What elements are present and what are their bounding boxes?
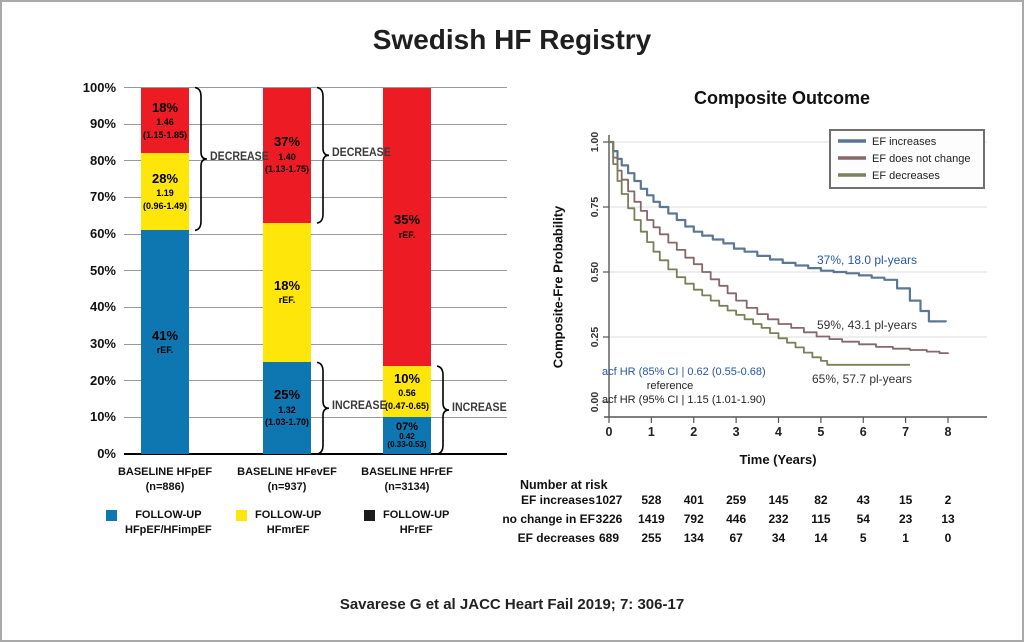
at-risk-count: 43 [856, 493, 870, 507]
segment-hr-ci-label: (1.13-1.75) [264, 164, 310, 175]
segment-hr-ci-label: (0.96-1.49) [142, 201, 188, 212]
at-risk-title: Number at risk [520, 478, 608, 492]
legend-item-hfref [364, 508, 449, 538]
km-curve-label: 65%, 57.7 pl-years [811, 372, 913, 386]
legend-label-line2: HFrEF [399, 523, 433, 536]
at-risk-count: 1 [902, 531, 909, 545]
legend-label-line2: HFmrEF [266, 523, 310, 536]
legend-label [383, 508, 449, 538]
segment-hr-ci-label: (1.03-1.70) [264, 417, 310, 428]
segment-hr-label: 1.46 [156, 116, 174, 127]
segment-hr-ci-label: (1.15-1.85) [142, 129, 188, 140]
legend-item-hfmref [236, 508, 321, 538]
segment-pct-label: 18% [273, 278, 301, 294]
decrease-label: DECREASE [332, 147, 391, 160]
at-risk-count: 0 [944, 531, 952, 545]
at-risk-count: 23 [898, 512, 913, 526]
stacked-bar-chart [62, 80, 527, 585]
citation: Savarese G et al JACC Heart Fail 2019; 7: 306-17 [339, 596, 685, 613]
segment-hr-label: 1.32 [278, 404, 296, 415]
at-risk-count: 134 [683, 531, 704, 545]
segment-hr-label: rEF. [156, 344, 174, 355]
at-risk-count: 15 [898, 493, 913, 507]
km-x-tick-label: 7 [902, 425, 910, 439]
at-risk-count: 792 [683, 512, 704, 526]
km-chart-title: Composite Outcome [693, 88, 871, 108]
segment-hr-label: 1.19 [156, 188, 174, 199]
at-risk-row-label: EF increases [520, 493, 595, 507]
at-risk-count: 528 [641, 493, 662, 507]
km-y-tick-label: 0.75 [589, 196, 601, 218]
y-tick-label: 50% [89, 262, 116, 278]
at-risk-count: 3226 [595, 512, 623, 526]
segment-pct-label: 10% [393, 370, 421, 386]
km-x-tick-label: 1 [647, 425, 655, 439]
km-x-tick-label: 6 [859, 425, 867, 439]
decrease-label: DECREASE [210, 150, 269, 163]
km-y-tick-label: 0.00 [589, 391, 601, 413]
at-risk-count: 115 [811, 512, 831, 526]
segment-pct-label: 18% [151, 99, 179, 115]
at-risk-count: 1419 [638, 512, 665, 526]
km-annotation: reference [646, 380, 694, 392]
km-x-tick-label: 3 [732, 425, 740, 439]
legend-label [125, 508, 212, 538]
brace [317, 88, 329, 224]
km-legend-label: EF decreases [872, 170, 940, 182]
segment-pct-label: 25% [273, 387, 301, 403]
km-x-tick-label: 2 [690, 425, 698, 439]
y-tick-label: 90% [89, 116, 116, 132]
at-risk-count: 401 [683, 493, 704, 507]
at-risk-count: 13 [941, 512, 955, 526]
segment-hr-ci-label: (0.33-0.53) [387, 440, 427, 450]
segment-hr-ci-label: (0.47-0.65) [384, 400, 430, 411]
at-risk-row-label: no change in EF [502, 512, 595, 526]
km-x-tick-label: 8 [944, 425, 952, 439]
increase-label: INCREASE [452, 402, 507, 415]
bar-category-line2: (n=937) [267, 480, 307, 493]
y-tick-label: 60% [89, 226, 116, 242]
km-x-tick-label: 4 [775, 425, 782, 439]
y-tick-label: 10% [89, 409, 116, 425]
at-risk-count: 689 [598, 531, 620, 545]
at-risk-count: 255 [641, 531, 662, 545]
legend-label [255, 508, 321, 538]
brace [317, 362, 329, 454]
km-y-tick-label: 0.25 [589, 326, 601, 348]
bar-category-line1: BASELINE HFevEF [237, 466, 337, 478]
segment-pct-label: 28% [151, 171, 179, 186]
page-title: Swedish HF Registry [372, 24, 652, 55]
y-tick-label: 80% [89, 152, 116, 168]
legend-label-line1: FOLLOW-UP [135, 509, 202, 521]
legend-label-line2: HFpEF/HFimpEF [125, 523, 212, 536]
at-risk-count: 54 [856, 512, 870, 526]
bar-category-line1: BASELINE HFrEF [361, 466, 453, 478]
at-risk-count: 5 [859, 531, 867, 545]
segment-hr-label: 0.56 [398, 388, 416, 399]
segment-hr-label: 1.40 [278, 151, 296, 162]
brace [195, 88, 207, 231]
legend-label-line1: FOLLOW-UP [255, 509, 322, 521]
at-risk-count: 232 [768, 512, 789, 526]
km-curve-label: 59%, 43.1 pl-years [816, 318, 918, 332]
km-chart [562, 117, 1002, 477]
legend-swatch-black [364, 510, 375, 521]
km-y-axis-label: Composite-Fre Probability [550, 205, 566, 369]
km-annotation: acf HR (95% CI | 1.15 (1.01-1.90) [602, 394, 766, 406]
y-tick-label: 0% [97, 446, 116, 461]
legend-swatch-yellow [236, 510, 247, 521]
km-x-axis-label: Time (Years) [739, 452, 817, 467]
at-risk-count: 446 [726, 512, 747, 526]
segment-hr-label: rEF. [398, 229, 416, 240]
bar-category-line2: (n=886) [145, 480, 185, 493]
at-risk-count: 82 [814, 493, 828, 507]
legend-item-hfpef-hfimpef [106, 508, 212, 538]
segment-pct-label: 35% [393, 212, 421, 228]
bar-category-line2: (n=3134) [384, 480, 430, 493]
segment-pct-label: 41% [151, 327, 179, 343]
legend-swatch-blue [106, 510, 117, 521]
bar-category-line1: BASELINE HFpEF [117, 466, 213, 478]
km-y-tick-label: 1.00 [589, 131, 601, 153]
y-tick-label: 40% [89, 299, 116, 315]
segment-pct-label: 37% [273, 134, 301, 150]
legend-label-line1: FOLLOW-UP [383, 509, 450, 521]
segment-pct-label: 07% [395, 420, 419, 433]
at-risk-count: 145 [768, 493, 789, 507]
brace [437, 366, 449, 454]
at-risk-count: 1027 [595, 493, 623, 507]
segment-hr-label: 0.42 [399, 432, 415, 442]
y-tick-label: 100% [82, 79, 116, 95]
y-tick-label: 30% [89, 336, 116, 352]
at-risk-count: 14 [814, 531, 828, 545]
y-tick-label: 20% [89, 372, 116, 388]
at-risk-count: 259 [726, 493, 747, 507]
y-tick-label: 70% [89, 189, 116, 205]
km-annotation: acf HR (85% CI | 0.62 (0.55-0.68) [602, 366, 766, 378]
km-legend-label: EF does not change [872, 153, 971, 165]
km-x-tick-label: 0 [605, 425, 613, 439]
at-risk-row-label: EF decreases [517, 531, 595, 545]
km-curve-label: 37%, 18.0 pl-years [816, 253, 918, 267]
km-y-tick-label: 0.50 [589, 261, 601, 283]
at-risk-count: 67 [729, 531, 743, 545]
at-risk-count: 34 [771, 531, 786, 545]
increase-label: INCREASE [332, 400, 387, 413]
km-legend-label: EF increases [872, 136, 937, 148]
km-x-tick-label: 5 [817, 425, 825, 439]
at-risk-count: 2 [944, 493, 952, 507]
segment-hr-label: rEF. [278, 295, 296, 306]
